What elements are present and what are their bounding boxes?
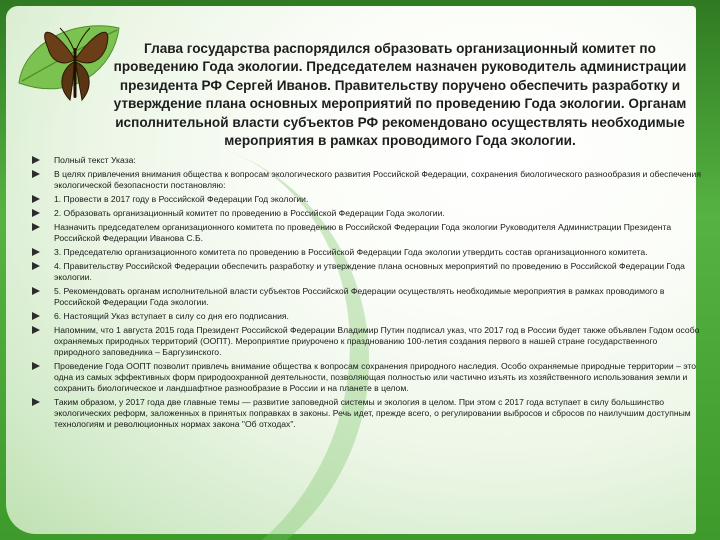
arrow-bullet-icon (32, 398, 40, 406)
list-item (32, 247, 704, 258)
slide-title: Глава государства распорядился образовать организационный комитет по проведению Года экологии. Председателем назначен руководитель администрации президента РФ Сергей Иванов. Правительству поручено обеспечить разработку и утверждение плана основных мероприятий по проведению Года экологии. Органам исполнительной власти субъектов РФ рекомендовано осуществлять необходимые мероприятия в рамках проводимого Года экологии. (113, 41, 687, 149)
list-item-text: 4. Правительству Российской Федерации обеспечить разработку и утверждение плана основных мероприятий по проведению в Российской Федерации Года экологии. (54, 261, 685, 283)
arrow-bullet-icon (32, 248, 40, 256)
arrow-bullet-icon (32, 326, 40, 334)
arrow-bullet-icon (32, 209, 40, 217)
list-item-text: 1. Провести в 2017 году в Российской Федерации Год экологии. (54, 194, 309, 205)
list-item (32, 208, 704, 219)
arrow-bullet-icon (32, 262, 40, 270)
arrow-bullet-icon (32, 156, 40, 164)
list-item (32, 169, 704, 191)
list-item-text: Проведение Года ООПТ позволит привлечь внимание общества к вопросам сохранения природного наследия. Особо охраняемые природные территории – это одна из самых эффективных форм природоохранной деятельности, позволяющая полностью или частично изъять из хозяйственного использования земли и сохранить биологическое и ландшафтное разнообразие в России и на планете в целом. (54, 361, 697, 394)
decree-list (32, 155, 704, 433)
list-item (32, 361, 704, 394)
list-item (32, 325, 704, 358)
list-item (32, 194, 704, 205)
arrow-bullet-icon (32, 287, 40, 295)
list-item-text: Назначить председателем организационного комитета по проведению в Российской Федерации Года экологии Руководителя Администрации Президента Российской Федерации Иванова С.Б. (54, 222, 672, 244)
list-item-text: 6. Настоящий Указ вступает в силу со дня его подписания. (54, 311, 289, 322)
arrow-bullet-icon (32, 362, 40, 370)
arrow-bullet-icon (32, 223, 40, 231)
list-item-text: 2. Образовать организационный комитет по проведению в Российской Федерации Года экологии. (54, 208, 445, 219)
list-item-text: 5. Рекомендовать органам исполнительной власти субъектов Российской Федерации осуществлять необходимые мероприятия в рамках проводимого в Российской Федерации Года экологии. (54, 286, 665, 308)
list-item (32, 397, 704, 430)
list-item (32, 261, 704, 283)
list-item-text: Таким образом, у 2017 года две главные темы — развитие заповедной системы и экология в целом. При этом с 2017 года вступает в силу большинство экологических реформ, заложенных в принятых поправках в законы. Речь идет, прежде всего, о регулировании выбросов и сбросов по наилучшим доступным технологиям и революционных нормах закона "Об отходах". (54, 397, 691, 430)
list-item-text: Полный текст Указа: (54, 155, 136, 165)
list-item (32, 311, 704, 322)
list-item-text: 3. Председателю организационного комитета по проведению в Российской Федерации Года экологии утвердить состав организационного комитета. (54, 247, 648, 258)
list-item-text: Напомним, что 1 августа 2015 года Президент Российской Федерации Владимир Путин подписал указ, что 2017 год в России будет также объявлен Годом особо охраняемых природных территорий (ООПТ). Мероприятие приурочено к празднованию 100-летия создания первого в нашей стране государственного природного заповедника – Баргузинского. (54, 325, 700, 358)
list-item-text: В целях привлечения внимания общества к вопросам экологического развития Российской Федерации, сохранения биологического разнообразия и обеспечения экологической безопасности постановляю: (54, 169, 701, 190)
list-item (32, 286, 704, 308)
arrow-bullet-icon (32, 312, 40, 320)
arrow-bullet-icon (32, 170, 40, 178)
arrow-bullet-icon (32, 195, 40, 203)
list-item (32, 222, 704, 244)
list-item (32, 155, 704, 166)
